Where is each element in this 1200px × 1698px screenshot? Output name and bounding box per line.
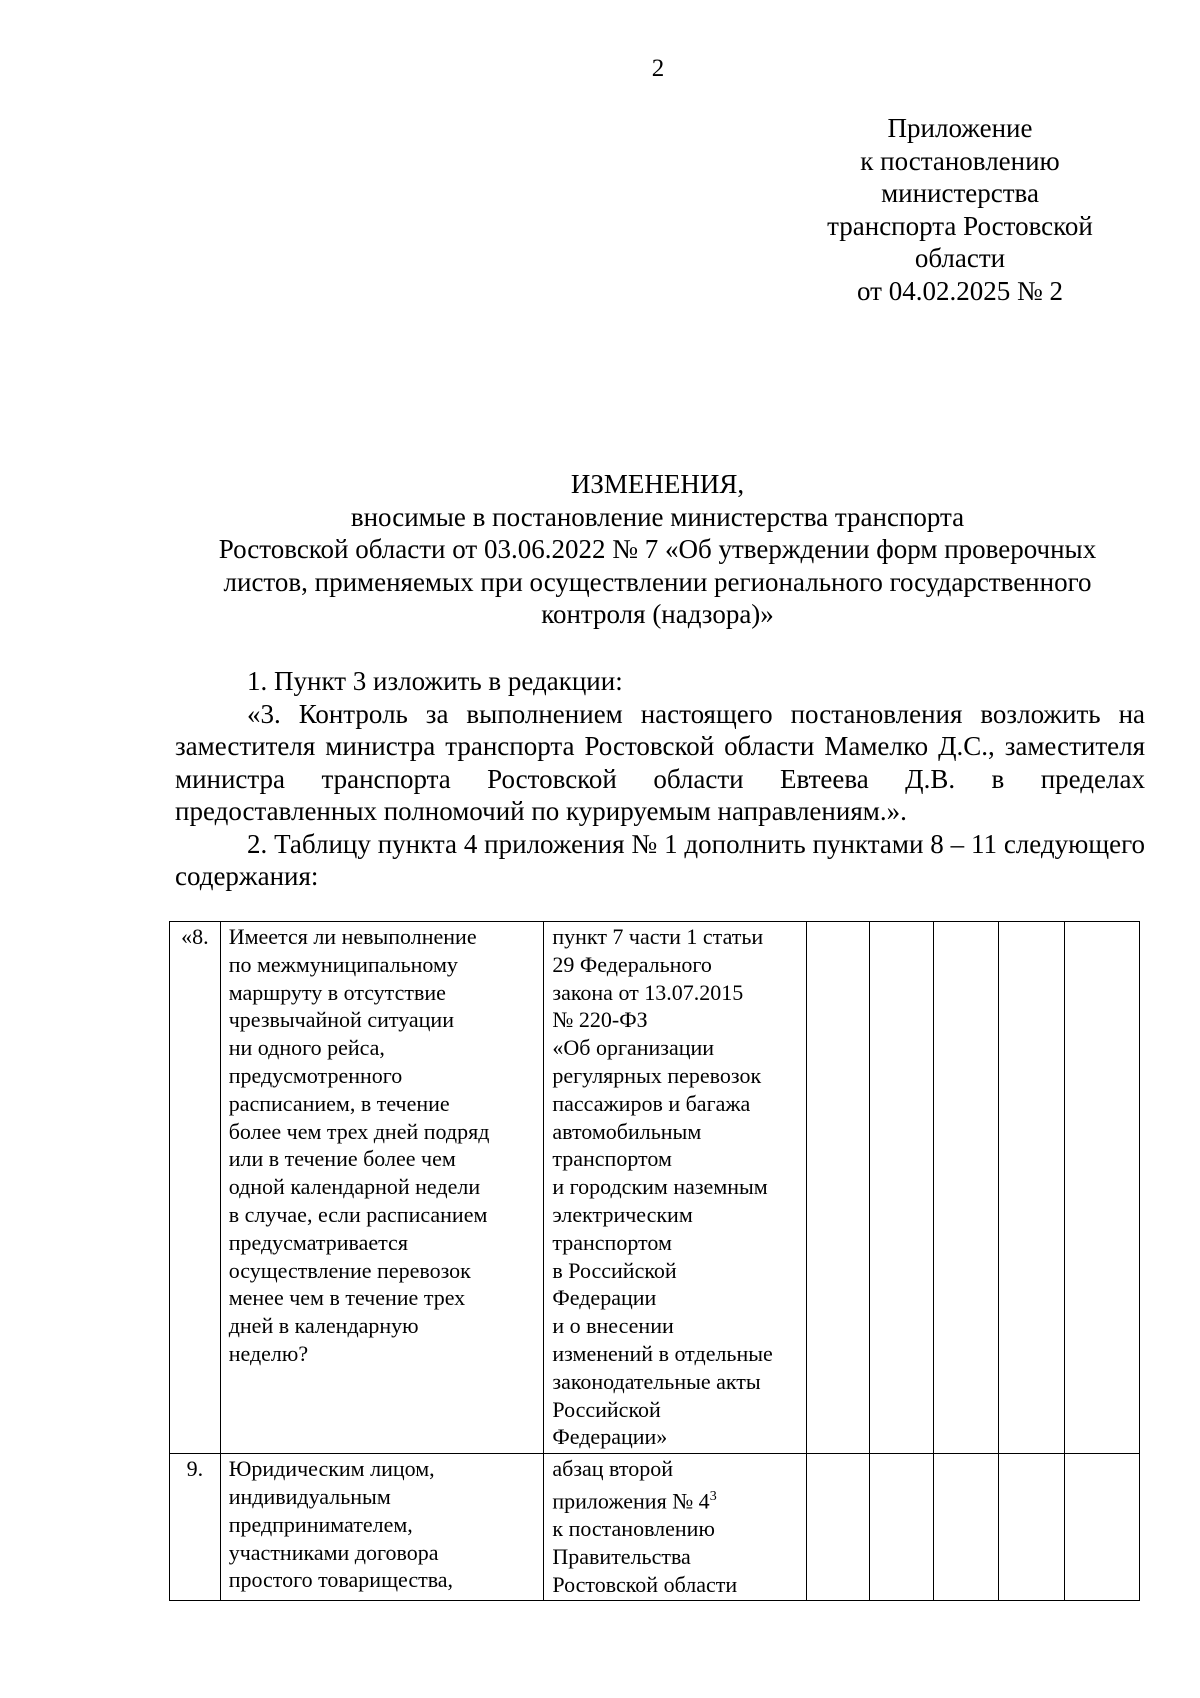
reference-line: Ростовской области bbox=[552, 1571, 738, 1597]
reference-line: к постановлению bbox=[552, 1516, 715, 1542]
row-number: 9. bbox=[170, 1454, 221, 1601]
reference-cell bbox=[544, 1454, 807, 1601]
changes-table bbox=[169, 921, 1140, 1601]
reference-cell: пункт 7 части 1 статьи 29 Федерального закона от 13.07.2015 № 220-ФЗ «Об организации регулярных перевозок пассажиров и багажа автомобильным транспортом и городским наземным электрическим транспортом в Российской Федерации и о внесении изменений в отдельные законодательные акты Российской Федерации» bbox=[544, 922, 807, 1454]
paragraph-2: «3. Контроль за выполнением настоящего постановления возложить на заместителя министра транспорта Ростовской области Мамелко Д.С., заместителя министра транспорта Ростовской области Евтеева Д.В. в пределах предоставленных полномочий по курируемым направлениям.». bbox=[175, 698, 1145, 826]
table-row bbox=[170, 1454, 1140, 1601]
title-subtitle-line: Ростовской области от 03.06.2022 № 7 «Об утверждении форм проверочных bbox=[218, 534, 1097, 564]
empty-cell bbox=[933, 922, 998, 1454]
appendix-line: министерства bbox=[881, 178, 1039, 208]
reference-text: приложения № 4 bbox=[552, 1488, 710, 1514]
paragraph-1: 1. Пункт 3 изложить в редакции: bbox=[247, 666, 623, 696]
appendix-line: транспорта Ростовской bbox=[827, 210, 1093, 241]
paragraph-3: 2. Таблицу пункта 4 приложения № 1 дополнить пунктами 8 – 11 следующего содержания: bbox=[175, 828, 1145, 891]
appendix-header bbox=[815, 112, 1105, 307]
empty-cell bbox=[807, 922, 870, 1454]
appendix-line: Приложение bbox=[887, 113, 1033, 143]
title-subtitle-line: листов, применяемых при осуществлении регионального государственного bbox=[223, 566, 1092, 597]
title-heading: ИЗМЕНЕНИЯ, bbox=[570, 469, 745, 499]
table-row bbox=[170, 922, 1140, 1454]
empty-cell bbox=[1064, 922, 1139, 1454]
empty-cell bbox=[998, 1454, 1064, 1601]
question-cell: Юридическим лицом, индивидуальным предпринимателем, участниками договора простого товарищества, bbox=[220, 1454, 544, 1601]
title-subtitle-line: контроля (надзора)» bbox=[541, 599, 774, 629]
document-title bbox=[195, 468, 1120, 631]
page-number: 2 bbox=[651, 55, 665, 82]
title-subtitle-line: вносимые в постановление министерства транспорта bbox=[350, 501, 965, 532]
appendix-date-number: от 04.02.2025 № 2 bbox=[857, 275, 1063, 306]
empty-cell bbox=[933, 1454, 998, 1601]
reference-line: Правительства bbox=[552, 1543, 691, 1569]
reference-line: абзац второй bbox=[552, 1456, 673, 1482]
empty-cell bbox=[870, 922, 934, 1454]
empty-cell bbox=[998, 922, 1064, 1454]
body-text bbox=[175, 665, 1145, 893]
superscript: 3 bbox=[709, 1488, 717, 1504]
empty-cell bbox=[1064, 1454, 1139, 1601]
question-cell: Имеется ли невыполнение по межмуниципальному маршруту в отсутствие чрезвычайной ситуации ни одного рейса, предусмотренного расписанием, в течение более чем трех дней подряд или в течение более чем одной календарной недели в случае, если расписанием предусматривается осуществление перевозок менее чем в течение трех дней в календарную неделю? bbox=[220, 922, 544, 1454]
empty-cell bbox=[870, 1454, 934, 1601]
appendix-line: области bbox=[914, 243, 1006, 273]
row-number: «8. bbox=[170, 922, 221, 1454]
appendix-line: к постановлению bbox=[860, 145, 1060, 176]
reference-line bbox=[552, 1483, 801, 1515]
empty-cell bbox=[807, 1454, 870, 1601]
